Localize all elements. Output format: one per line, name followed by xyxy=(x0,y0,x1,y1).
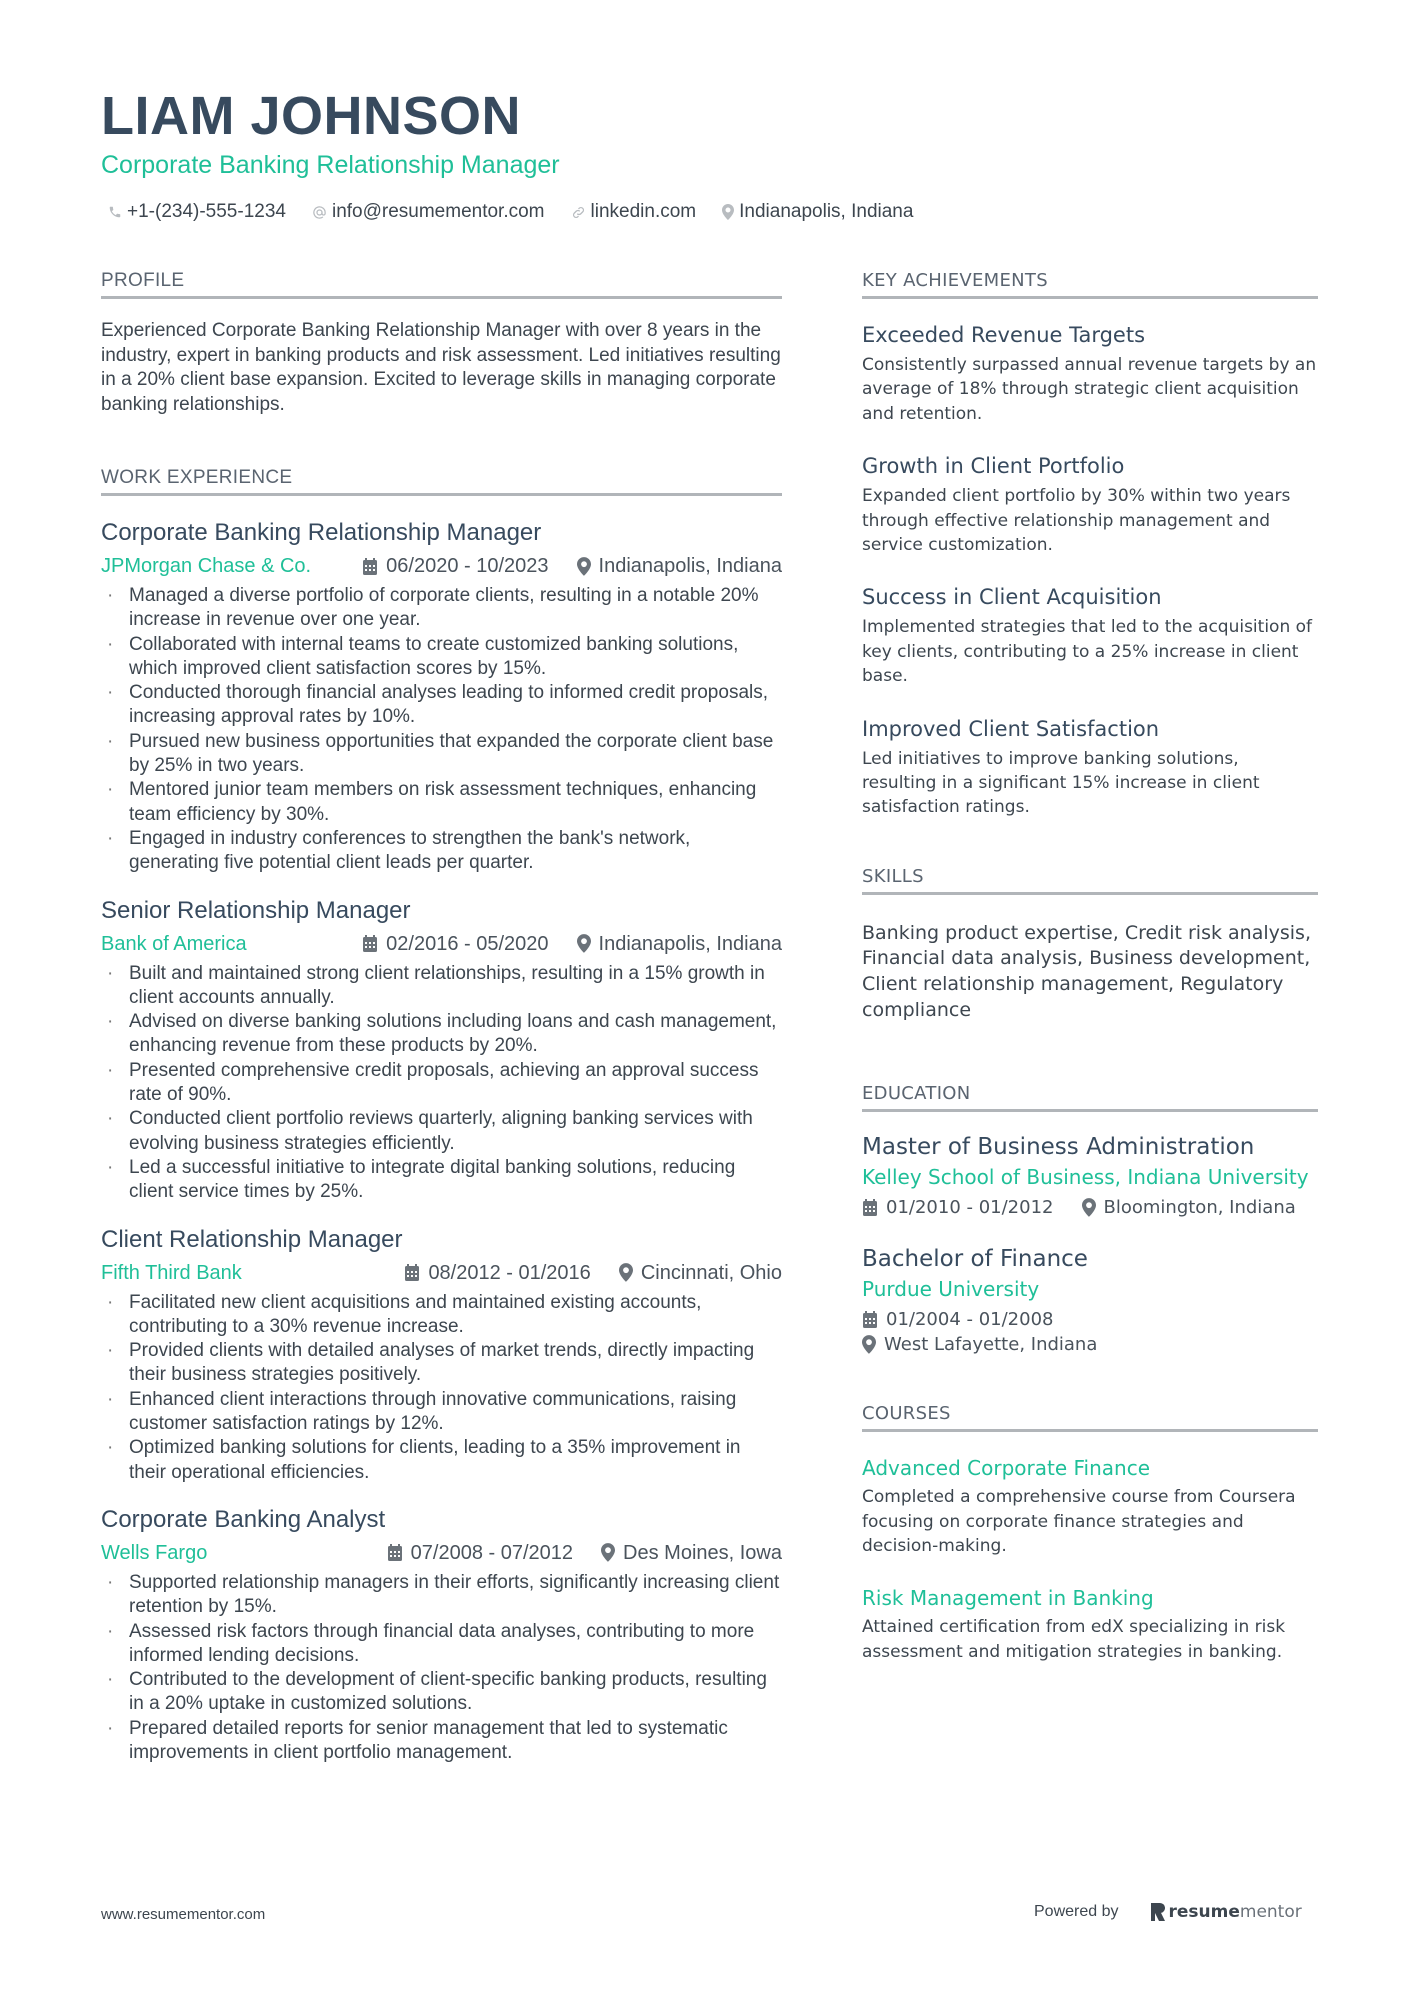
job-bullet: · Led a successful initiative to integrate digital banking solutions, reducing client service times by 25%. xyxy=(101,1156,782,1205)
achievement-item xyxy=(862,715,1318,820)
job-title: Corporate Banking Relationship Manager xyxy=(101,519,542,546)
achievement-item xyxy=(862,321,1318,426)
job-dates xyxy=(362,929,548,959)
job-entry xyxy=(101,1505,782,1765)
left-column xyxy=(101,268,782,1765)
achievement-title: Exceeded Revenue Targets xyxy=(862,323,1146,347)
skills-heading: SKILLS xyxy=(862,864,1318,895)
job-meta xyxy=(101,1258,782,1288)
education-heading: EDUCATION xyxy=(862,1081,1318,1112)
job-dates xyxy=(404,1258,590,1288)
calendar-icon xyxy=(862,1311,878,1328)
brand-light: mentor xyxy=(1239,1902,1302,1922)
course-item xyxy=(862,1584,1318,1664)
job-bullet: · Mentored junior team members on risk assessment techniques, enhancing team efficiency by 30%. xyxy=(101,778,782,827)
brand-bold: resume xyxy=(1168,1902,1240,1922)
candidate-name: LIAM JOHNSON xyxy=(101,86,522,146)
company-name: Bank of America xyxy=(101,932,247,955)
job-bullet: · Facilitated new client acquisitions and maintained existing accounts, contributing to a 30% revenue increase. xyxy=(101,1291,782,1340)
job-dates-text: 02/2016 - 05/2020 xyxy=(386,932,549,955)
contact-linkedin[interactable] xyxy=(571,201,697,223)
contact-phone[interactable] xyxy=(108,201,286,223)
profile-heading: PROFILE xyxy=(101,268,782,299)
link-icon xyxy=(571,205,586,220)
course-item xyxy=(862,1454,1318,1558)
job-bullet: · Pursued new business opportunities that expanded the corporate client base by 25% in two years. xyxy=(101,730,782,779)
job-location xyxy=(619,1258,782,1288)
job-bullets xyxy=(101,1291,782,1485)
education-location: West Lafayette, Indiana xyxy=(884,1334,1098,1356)
job-bullet: · Provided clients with detailed analyses of market trends, directly impacting their business strategies positively. xyxy=(101,1339,782,1388)
email-text: info@resumementor.com xyxy=(331,201,545,222)
job-location xyxy=(577,929,782,959)
achievement-text: Consistently surpassed annual revenue targets by an average of 18% through strategic client acquisition and retention. xyxy=(862,355,1317,424)
job-bullet: · Managed a diverse portfolio of corporate clients, resulting in a notable 20% increase in revenue over one year. xyxy=(101,584,782,633)
company-name: Wells Fargo xyxy=(101,1541,208,1564)
candidate-title: Corporate Banking Relationship Manager xyxy=(101,151,560,179)
course-text: Completed a comprehensive course from Coursera focusing on corporate finance strategies and decision-making. xyxy=(862,1487,1296,1557)
job-bullet: · Conducted client portfolio reviews quarterly, aligning banking services with evolving business strategies efficiently. xyxy=(101,1107,782,1156)
job-dates-text: 06/2020 - 10/2023 xyxy=(386,555,549,577)
work-experience-heading: WORK EXPERIENCE xyxy=(101,465,782,496)
course-text: Attained certification from edX specializing in risk assessment and mitigation strategies in banking. xyxy=(862,1617,1286,1662)
calendar-icon xyxy=(862,1199,878,1216)
brand-logo[interactable] xyxy=(1151,1902,1302,1922)
job-bullet: · Supported relationship managers in their efforts, significantly increasing client retention by 15%. xyxy=(101,1571,782,1620)
job-location xyxy=(601,1538,782,1568)
company-name: JPMorgan Chase & Co. xyxy=(101,555,312,577)
education-dates: 01/2010 - 01/2012 xyxy=(886,1197,1054,1219)
job-bullet: · Engaged in industry conferences to strengthen the bank's network, generating five potential client leads per quarter. xyxy=(101,827,782,876)
education-item xyxy=(862,1244,1318,1357)
achievement-text: Implemented strategies that led to the acquisition of key clients, contributing to a 25% increase in client base. xyxy=(862,617,1313,687)
education-school: Purdue University xyxy=(862,1277,1040,1302)
achievements-section xyxy=(862,268,1318,820)
footer-powered xyxy=(1034,1902,1302,1922)
map-pin-icon xyxy=(619,1263,633,1282)
job-bullets xyxy=(101,584,782,876)
achievement-text: Led initiatives to improve banking solutions, resulting in a significant 15% increase in client satisfaction ratings. xyxy=(862,748,1260,818)
map-pin-icon xyxy=(577,557,591,576)
at-icon xyxy=(312,205,327,220)
course-title: Risk Management in Banking xyxy=(862,1586,1154,1611)
job-dates-text: 07/2008 - 07/2012 xyxy=(410,1541,574,1564)
education-dates: 01/2004 - 01/2008 xyxy=(886,1309,1054,1331)
achievement-title: Success in Client Acquisition xyxy=(862,585,1162,610)
job-bullet: · Optimized banking solutions for clients, leading to a 35% improvement in their operational efficiencies. xyxy=(101,1436,782,1485)
education-item xyxy=(862,1132,1318,1220)
contact-location xyxy=(722,201,913,223)
resumementor-logo-icon xyxy=(1151,1903,1165,1921)
job-bullets xyxy=(101,962,782,1205)
phone-icon xyxy=(108,204,122,220)
calendar-icon xyxy=(362,935,378,952)
achievement-item xyxy=(862,583,1318,688)
right-column xyxy=(862,268,1318,1664)
job-meta xyxy=(101,929,782,959)
achievements-list xyxy=(862,321,1318,820)
job-bullet: · Built and maintained strong client relationships, resulting in a 15% growth in client accounts annually. xyxy=(101,962,782,1011)
job-dates xyxy=(362,551,548,581)
powered-by-label: Powered by xyxy=(1034,1903,1119,1920)
job-title: Corporate Banking Analyst xyxy=(101,1505,386,1533)
job-location xyxy=(577,551,782,581)
education-meta xyxy=(862,1332,1318,1357)
education-degree: Bachelor of Finance xyxy=(862,1246,1088,1273)
courses-section xyxy=(862,1401,1318,1664)
calendar-icon xyxy=(387,1544,403,1561)
education-degree: Master of Business Administration xyxy=(862,1134,1255,1161)
job-entry xyxy=(101,1225,782,1485)
contact-email[interactable] xyxy=(312,201,545,223)
job-meta xyxy=(101,1538,782,1568)
job-bullet: · Presented comprehensive credit proposals, achieving an approval success rate of 90%. xyxy=(101,1059,782,1108)
education-section xyxy=(862,1081,1318,1357)
job-location-text: Cincinnati, Ohio xyxy=(640,1261,782,1284)
education-list xyxy=(862,1132,1318,1357)
footer-website[interactable]: www.resumementor.com xyxy=(101,1906,266,1923)
achievements-heading: KEY ACHIEVEMENTS xyxy=(862,268,1318,299)
job-bullet: · Prepared detailed reports for senior management that led to systematic improvements in client portfolio management. xyxy=(101,1717,782,1766)
skills-text: Banking product expertise, Credit risk analysis, Financial data analysis, Business development, Client relationship management, Regulatory compliance xyxy=(862,921,1311,1021)
map-pin-icon xyxy=(862,1335,876,1354)
map-pin-icon xyxy=(601,1543,615,1562)
education-meta xyxy=(862,1307,1318,1332)
course-title: Advanced Corporate Finance xyxy=(862,1456,1150,1481)
calendar-icon xyxy=(362,558,378,575)
map-pin-icon xyxy=(1082,1198,1096,1217)
job-entry xyxy=(101,518,782,876)
work-experience-section xyxy=(101,465,782,1765)
phone-text: +1-(234)-555-1234 xyxy=(127,201,286,222)
job-bullet: · Enhanced client interactions through innovative communications, raising customer satisfaction ratings by 12%. xyxy=(101,1388,782,1437)
job-bullet: · Assessed risk factors through financial data analyses, contributing to more informed lending decisions. xyxy=(101,1620,782,1669)
job-bullets xyxy=(101,1571,782,1765)
contact-row xyxy=(108,198,939,226)
job-bullet: · Contributed to the development of client-specific banking products, resulting in a 20% uptake in customized solutions. xyxy=(101,1668,782,1717)
skills-section xyxy=(862,864,1318,1023)
job-title: Client Relationship Manager xyxy=(101,1225,403,1253)
job-location-text: Indianapolis, Indiana xyxy=(598,932,782,955)
education-location: Bloomington, Indiana xyxy=(1103,1197,1296,1219)
achievement-title: Growth in Client Portfolio xyxy=(862,454,1125,479)
job-bullet: · Advised on diverse banking solutions including loans and cash management, enhancing revenue from these products by 20%. xyxy=(101,1010,782,1059)
calendar-icon xyxy=(404,1264,420,1281)
education-meta xyxy=(862,1195,1318,1220)
job-bullet: · Collaborated with internal teams to create customized banking solutions, which improved client satisfaction scores by 15%. xyxy=(101,633,782,682)
achievement-item xyxy=(862,452,1318,557)
profile-section xyxy=(101,268,782,417)
job-meta xyxy=(101,551,782,581)
job-location-text: Des Moines, Iowa xyxy=(623,1541,782,1564)
education-school: Kelley School of Business, Indiana University xyxy=(862,1165,1309,1190)
map-pin-icon xyxy=(722,204,734,220)
courses-heading: COURSES xyxy=(862,1401,1318,1432)
job-dates xyxy=(387,1538,573,1568)
job-bullet: · Conducted thorough financial analyses leading to informed credit proposals, increasing approval rates by 10%. xyxy=(101,681,782,730)
job-entry xyxy=(101,896,782,1205)
location-text: Indianapolis, Indiana xyxy=(739,201,914,222)
profile-text: Experienced Corporate Banking Relationship Manager with over 8 years in the industry, expert in banking products and risk assessment. Led initiatives resulting in a 20% client base expansion. Excited to leverage skills in managing corporate banking relationships. xyxy=(101,320,781,415)
job-location-text: Indianapolis, Indiana xyxy=(598,555,782,577)
job-title: Senior Relationship Manager xyxy=(101,896,411,924)
job-dates-text: 08/2012 - 01/2016 xyxy=(428,1261,591,1284)
jobs-list xyxy=(101,518,782,1765)
map-pin-icon xyxy=(577,934,591,953)
achievement-title: Improved Client Satisfaction xyxy=(862,716,1160,741)
company-name: Fifth Third Bank xyxy=(101,1261,242,1284)
linkedin-text: linkedin.com xyxy=(590,201,697,222)
achievement-text: Expanded client portfolio by 30% within two years through effective relationship management and service customization. xyxy=(862,486,1291,556)
courses-list xyxy=(862,1454,1318,1664)
